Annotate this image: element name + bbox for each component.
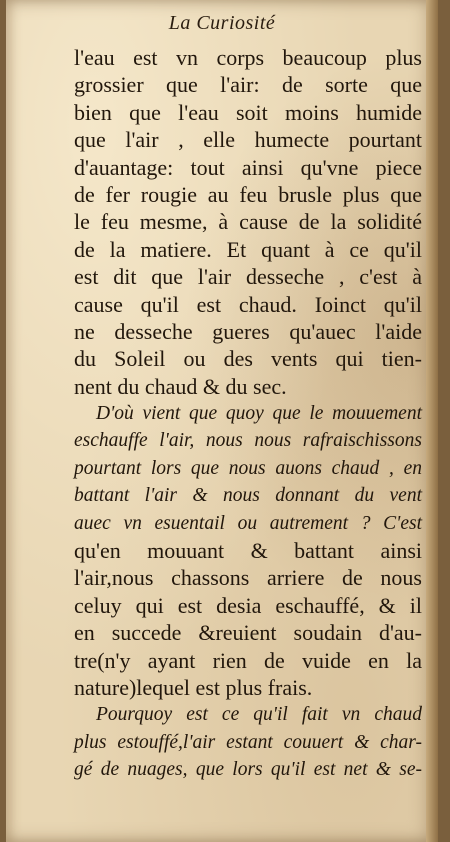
question-line: eschauffe l'air, nous nous rafraischissons bbox=[74, 430, 422, 452]
question-line: pourtant lors que nous auons chaud , en bbox=[74, 457, 422, 479]
text-line: le feu mesme, à cause de la solidité bbox=[74, 209, 422, 235]
text-line: d'auantage: tout ainsi qu'vne piece bbox=[74, 154, 422, 180]
text-line: bien que l'eau soit moins humide bbox=[74, 99, 422, 125]
text-line: de fer rougie au feu brusle plus que bbox=[74, 181, 422, 207]
text-line: celuy qui est desia eschauffé, & il bbox=[74, 592, 422, 618]
question-line: Pourquoy est ce qu'il fait vn chaud bbox=[96, 704, 422, 726]
question-line: plus estouffé,l'air estant couuert & char- bbox=[74, 731, 422, 753]
text-line: de la matiere. Et quant à ce qu'il bbox=[74, 236, 422, 262]
text-line: ne desseche gueres qu'auec l'aide bbox=[74, 318, 422, 344]
text-line: est dit que l'air desseche , c'est à bbox=[74, 264, 422, 290]
question-line: auec vn esuentail ou autrement ? C'est bbox=[74, 512, 422, 534]
page-gutter-shadow bbox=[426, 0, 438, 842]
text-line: du Soleil ou des vents qui tien- bbox=[74, 346, 422, 372]
text-line: qu'en mouuant & battant ainsi bbox=[74, 538, 422, 564]
book-page bbox=[6, 0, 438, 842]
text-line: nent du chaud & du sec. bbox=[74, 373, 287, 399]
text-line: l'eau est vn corps beaucoup plus bbox=[74, 45, 422, 70]
text-line: nature)lequel est plus frais. bbox=[74, 674, 313, 700]
question-line: D'où vient que quoy que le mouuement bbox=[96, 403, 422, 425]
question-line: gé de nuages, que lors qu'il est net & se- bbox=[74, 759, 422, 781]
text-line: que l'air , elle humecte pourtant bbox=[74, 127, 422, 153]
body-text bbox=[74, 44, 422, 784]
question-line: battant l'air & nous donnant du vent bbox=[74, 485, 422, 507]
text-line: cause qu'il est chaud. Ioinct qu'il bbox=[74, 291, 422, 317]
text-line: l'air,nous chassons arriere de nous bbox=[74, 565, 422, 591]
running-head: La Curiosité bbox=[168, 12, 276, 34]
text-line: en succede &reuient soudain d'au- bbox=[74, 620, 422, 646]
text-line: tre(n'y ayant rien de vuide en la bbox=[74, 647, 422, 673]
text-line: grossier que l'air: de sorte que bbox=[74, 72, 422, 98]
